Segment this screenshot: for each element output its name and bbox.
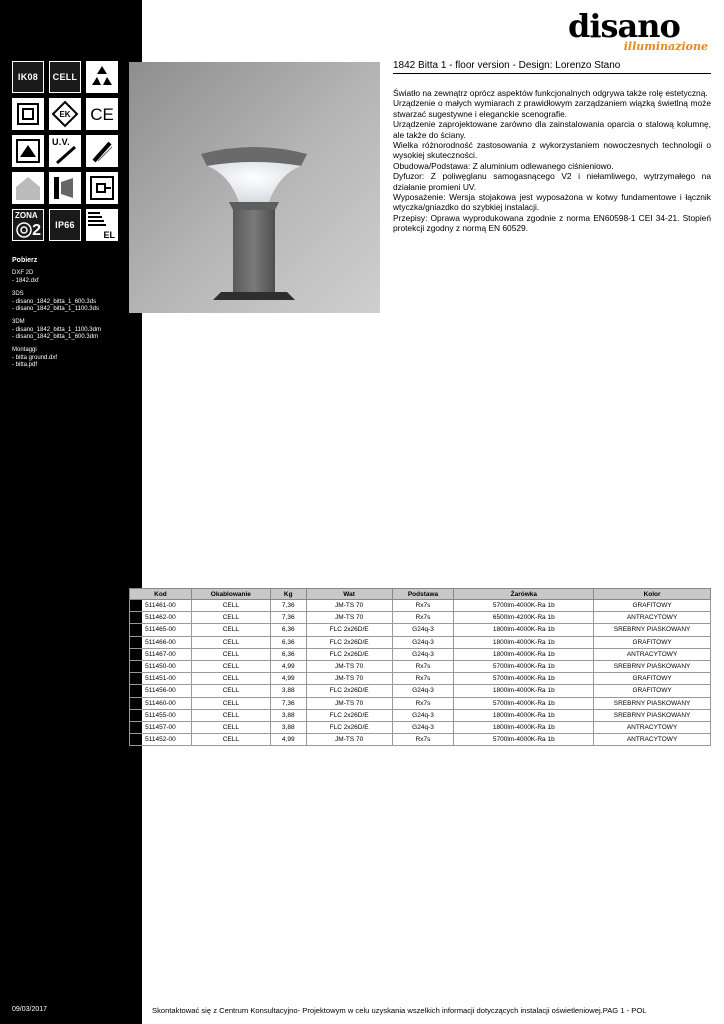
download-link[interactable]: - 1842.dxf [12,278,39,284]
footer-date: 09/03/2017 [12,1006,48,1013]
table-cell: 4,99 [270,660,306,672]
table-cell: ANTRACYTOWY [594,648,711,660]
table-cell: G24q-3 [392,685,454,697]
table-cell: G24q-3 [392,721,454,733]
certification-icons [12,61,118,246]
table-cell: ANTRACYTOWY [594,734,711,746]
download-group-3dm: 3DM - disano_1842_bitta_1_1100.3dm - disano_1842_bitta_1_600.3dm [12,319,137,341]
download-group-dxf: DXF 2D - 1842.dxf [12,270,137,285]
description-paragraph: Dyfuzor: Z poliwęglanu samogasnącego V2 i niełamliwego, wytrzymałego na działanie promieni UV. [393,171,711,192]
column-header: Kg [270,589,306,600]
table-cell: Rx7s [392,600,454,612]
table-cell: CELL [191,612,270,624]
sidebar [0,0,142,1024]
disano-logo: disano illuminazione [568,7,708,53]
table-cell: G24q-3 [392,636,454,648]
product-description [393,88,711,234]
table-cell: CELL [191,685,270,697]
table-cell: CELL [191,697,270,709]
ce-mark-icon [86,98,118,130]
footer-note: Skontaktować się z Centrum Konsultacyjno- Projektowym w celu uzyskania wszelkich informacji dotyczących instalacji oświetleniowej.PAG 1 - POL [152,1006,647,1015]
table-cell: G24q-3 [392,648,454,660]
table-row [130,612,711,624]
description-paragraph: Światło na zewnątrz oprócz aspektów funkcjonalnych odgrywa także rolę estetyczną. [393,88,708,98]
download-group-3ds: 3DS - disano_1842_bitta_1_600.3ds - disano_1842_bitta_1_1100.3ds [12,291,137,313]
description-paragraph: Przepisy: Oprawa wyprodukowana zgodnie z norma EN60598-1 CEI 34-21. Stopień protekcji zgodny z normą EN 60529. [393,212,711,234]
table-cell: 511451-00 [130,673,192,685]
table-cell: CELL [191,660,270,672]
table-row [130,648,711,660]
table-cell: FLC 2x26D/E [306,636,392,648]
table-cell: FLC 2x26D/E [306,721,392,733]
column-header: Kod [130,589,192,600]
table-cell: 1800lm-4000K-Ra 1b [454,636,594,648]
table-cell: Rx7s [392,734,454,746]
table-cell: JM-TS 70 [306,673,392,685]
table-cell: SREBRNY PIASKOWANY [594,709,711,721]
table-cell: Rx7s [392,612,454,624]
table-cell: 511456-00 [130,685,192,697]
cell-badge: CELL [49,61,81,93]
download-link[interactable]: - bitta.pdf [12,362,38,368]
table-cell: 511462-00 [130,612,192,624]
table-cell: FLC 2x26D/E [306,648,392,660]
table-cell: 511460-00 [130,697,192,709]
table-cell: CELL [191,648,270,660]
table-cell: CELL [191,636,270,648]
table-cell: CELL [191,600,270,612]
table-cell: 5700lm-4000K-Ra 1b [454,673,594,685]
table-cell: JM-TS 70 [306,734,392,746]
table-cell: GRAFITOWY [594,600,711,612]
table-cell: CELL [191,734,270,746]
column-header: Żarówka [454,589,594,600]
table-cell: JM-TS 70 [306,697,392,709]
table-cell: G24q-3 [392,709,454,721]
svg-text:CE: CE [90,105,114,124]
table-row [130,600,711,612]
downloads-title: Pobierz [12,257,38,264]
table-row [130,636,711,648]
table-cell: 511466-00 [130,636,192,648]
temperature-icon [86,135,118,167]
table-cell: 5700lm-4000K-Ra 1b [454,697,594,709]
table-cell: CELL [191,709,270,721]
table-cell: 1800lm-4000K-Ra 1b [454,685,594,697]
table-cell: Rx7s [392,697,454,709]
table-cell: ANTRACYTOWY [594,721,711,733]
bollard-lamp-image [129,62,380,313]
column-header: Podstawa [392,589,454,600]
table-cell: FLC 2x26D/E [306,685,392,697]
table-cell: JM-TS 70 [306,600,392,612]
table-cell: 1800lm-4000K-Ra 1b [454,721,594,733]
download-link[interactable]: - disano_1842_bitta_1_1100.3dm [12,327,101,333]
description-paragraph: Urządzenie o małych wymiarach z prawidłowym zarządzaniem wiązką świetlną może stwarzać sugestywne i eleganckie scenografie. [393,98,711,119]
download-group-montaggi: Montaggi - bitta ground.dxf - bitta.pdf [12,347,137,369]
table-cell: ANTRACYTOWY [594,612,711,624]
table-cell: 7,36 [270,600,306,612]
table-cell: GRAFITOWY [594,636,711,648]
table-cell: 511450-00 [130,660,192,672]
table-cell: 6,36 [270,624,306,636]
description-paragraph: Urządzenie zaprojektowane zarówno dla zainstalowania oparcia o stalową kolumnę, ale także do ściany. [393,119,711,140]
table-cell: 6,36 [270,648,306,660]
table-cell: 511461-00 [130,600,192,612]
table-cell: JM-TS 70 [306,612,392,624]
product-photo [129,62,380,313]
table-cell: SREBRNY PIASKOWANY [594,697,711,709]
svg-text:EK: EK [59,110,71,119]
ip66-badge: IP66 [49,209,81,241]
table-cell: 3,88 [270,721,306,733]
table-row [130,660,711,672]
product-title: 1842 Bitta 1 - floor version - Design: Lorenzo Stano [393,60,711,74]
product-variants-table [129,588,711,746]
table-cell: 4,99 [270,734,306,746]
table-cell: 511465-00 [130,624,192,636]
table-cell: 1800lm-4000K-Ra 1b [454,624,594,636]
table-cell: SREBRNY PIASKOWANY [594,660,711,672]
table-cell: 511455-00 [130,709,192,721]
plug-connector-icon [86,172,118,204]
table-cell: 1800lm-4000K-Ra 1b [454,709,594,721]
table-cell: 511452-00 [130,734,192,746]
download-link[interactable]: - bitta ground.dxf [12,355,58,361]
table-cell: GRAFITOWY [594,685,711,697]
column-header: Okablowanie [191,589,270,600]
downloads-section [12,257,137,375]
description-paragraph: Wyposażenie: Wersja stojakowa jest wyposażona w kotwy fundamentowe i łącznik wtyczka/gniazdko do szybkiej instalacji. [393,192,711,213]
table-cell: 1800lm-4000K-Ra 1b [454,648,594,660]
zona-2-badge: ZONA 2 [12,209,44,241]
emergency-light-icon: EL [86,209,118,241]
table-cell: JM-TS 70 [306,660,392,672]
table-cell: 6500lm-4200K-Ra 1b [454,612,594,624]
download-link[interactable]: - disano_1842_bitta_1_600.3dm [12,334,99,340]
table-cell: 5700lm-4000K-Ra 1b [454,660,594,672]
description-paragraph: Obudowa/Podstawa: Z aluminium odlewanego ciśnieniowo. [393,160,614,171]
table-cell: G24q-3 [392,624,454,636]
table-cell: 7,36 [270,612,306,624]
column-header: Wat [306,589,392,600]
enec-mark-icon [49,98,81,130]
table-cell: SREBRNY PIASKOWANY [594,624,711,636]
uv-resistant-icon: U.V. [49,135,81,167]
download-link[interactable]: - disano_1842_bitta_1_600.3ds [12,299,97,305]
house-wall-icon [12,172,44,204]
table-row [130,709,711,721]
table-cell: 3,88 [270,709,306,721]
table-cell: 5700lm-4000K-Ra 1b [454,600,594,612]
wall-mount-icon [49,172,81,204]
table-cell: GRAFITOWY [594,673,711,685]
table-cell: Rx7s [392,673,454,685]
glow-wire-icon [12,135,44,167]
table-cell: CELL [191,624,270,636]
ik08-badge: IK08 [12,61,44,93]
recycle-icon [86,61,118,93]
table-cell: FLC 2x26D/E [306,624,392,636]
table-cell: 511467-00 [130,648,192,660]
table-cell: CELL [191,721,270,733]
table-cell: FLC 2x26D/E [306,709,392,721]
table-cell: 3,88 [270,685,306,697]
table-row [130,697,711,709]
table-row [130,673,711,685]
table-cell: 7,36 [270,697,306,709]
description-paragraph: Wielka różnorodność zastosowania z wykorzystaniem nowoczesnych technologii o wysokiej skuteczności. [393,140,711,161]
table-cell: 511457-00 [130,721,192,733]
table-row [130,685,711,697]
table-cell: CELL [191,673,270,685]
table-row [130,734,711,746]
class-ii-insulation-icon [12,98,44,130]
table-cell: 5700lm-4000K-Ra 1b [454,734,594,746]
table-row [130,624,711,636]
table-cell: Rx7s [392,660,454,672]
table-row [130,721,711,733]
column-header: Kolor [594,589,711,600]
download-link[interactable]: - disano_1842_bitta_1_1100.3ds [12,306,99,312]
table-header-row [130,589,711,600]
table-cell: 6,36 [270,636,306,648]
table-cell: 4,99 [270,673,306,685]
